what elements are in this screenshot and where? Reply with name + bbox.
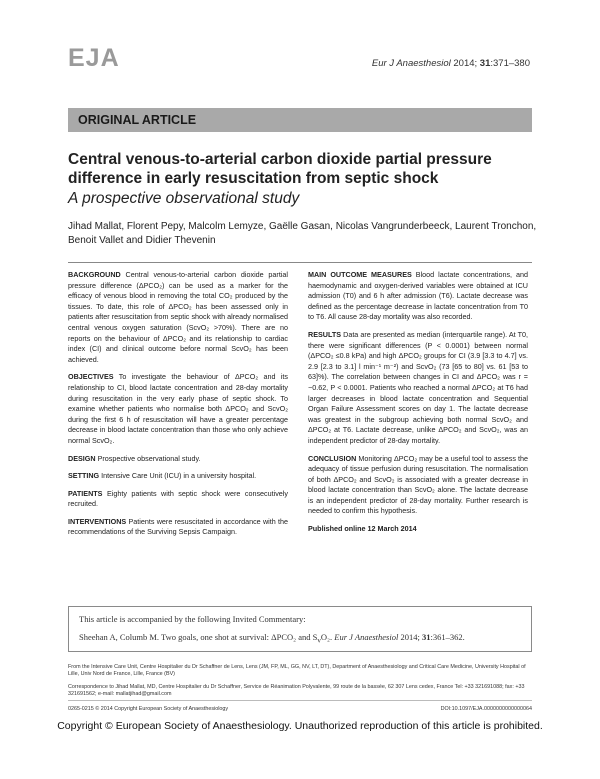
published-date: Published online 12 March 2014 [308, 524, 417, 534]
commentary-ref-text-2: O₂. [320, 632, 335, 642]
section-heading: INTERVENTIONS [68, 516, 127, 526]
abstract-section-patients [68, 489, 288, 510]
abstract-section-design [68, 454, 288, 465]
section-text: Blood lactate concentrations, and haemodynamic and oxygen-derived variables were obtained at ICU admission (T0) and 6 h after admission (T6). Lactate decrease was defined as the percentage decrease in lactate concentration from T0 to T6. All cause 28-day mortality was also recorded. [308, 270, 528, 322]
section-heading: BACKGROUND [68, 270, 121, 279]
citation-journal: Eur J Anaesthesiol [371, 58, 451, 69]
citation-pages: :371–380 [490, 58, 530, 69]
copyright-notice: Copyright © European Society of Anaesthesiology. Unauthorized reproduction of this article is prohibited. [57, 720, 543, 732]
invited-commentary-box [68, 606, 532, 652]
section-text: Data are presented as median (interquartile range). At T0, there were significant differences (P < 0.0001) between normal (ΔPCO₂ ≤0.8 kPa) and high ΔPCO₂ groups for CI (3.9 [3.3 to 4.7] vs. 2.9 [2.3 to 3.1] l min⁻¹ m⁻²) and ScvO₂ (73 [65 to 80] vs. 61 [53 to 63]%). The correlation between changes in CI and ΔPCO₂ was r = −0.62, P < 0.0001. Patients who reached a normal ΔPCO₂ at T6 had larger decreases in blood lactate concentration and Sequential Organ Failure Assessment scores on day 1. The lactate decrease was greatest in the subgroup achieving both normal ScvO₂ and ΔPCO₂ at T6. Lactate decrease, unlike ΔPCO₂ and ScvO₂, was an independent predictor of 28-day mortality. [308, 329, 528, 445]
abstract-left-column [68, 270, 288, 545]
correspondence: Correspondence to Jihad Mallat, MD, Centre Hospitalier du Dr Schaffner, Service de Réanimation Polyvalente, 99 route de la bassée, 62 307 Lens cedex, France Tel: +33 321691088; fax: +33 321691562; e-mail: mallatjihad@gmail.com [68, 684, 525, 698]
abstract-section-interventions [68, 517, 288, 538]
commentary-ref-text: Sheehan A, Columb M. Two goals, one shot at survival: ΔPCO₂ and S [79, 632, 318, 642]
citation-year: 2014; [450, 58, 480, 69]
section-heading: MAIN OUTCOME MEASURES [308, 270, 412, 279]
journal-logo: EJA [68, 44, 120, 72]
section-text: Prospective observational study. [97, 453, 201, 463]
abstract-right-column [308, 270, 528, 542]
commentary-journal: Eur J Anaesthesiol [334, 632, 399, 642]
abstract-section-setting [68, 471, 288, 482]
section-heading: CONCLUSION [308, 453, 357, 463]
abstract-section-results [308, 330, 528, 447]
section-text: Patients were resuscitated in accordance with the recommendations of the Surviving Sepsis Campaign. [68, 516, 289, 537]
header-divider [68, 262, 532, 263]
affiliations: From the Intensive Care Unit, Centre Hospitalier du Dr Schaffner de Lens, Lens (JM, FP, ML, GG, NV, LT, DT), Department of Anaesthesiology and Critical Care Medicine, University Hospital of Lille, Univ Nord de France, Lille, France (BV) [68, 664, 526, 678]
commentary-intro: This article is accompanied by the following Invited Commentary: [79, 614, 306, 624]
abstract-section-objectives [68, 372, 288, 446]
article-title: Central venous-to-arterial carbon dioxide partial pressure difference in early resuscitation from septic shock [68, 151, 492, 187]
footer-doi: DOI:10.1097/EJA.0000000000000064 [440, 706, 532, 712]
footer-copyright: 0265-0215 © 2014 Copyright European Society of Anaesthesiology [68, 706, 229, 712]
abstract-section-outcome-measures [308, 270, 528, 323]
section-heading: OBJECTIVES [68, 372, 114, 382]
section-text: To investigate the behaviour of ΔPCO₂ and its relationship to CI, blood lactate concentration and 28-day mortality during resuscitation in the very early phase of septic shock. To examine whether patients who normalise both ΔPCO₂ and ScvO₂ during the first 6 h of resuscitation will have a greater percentage decrease in blood lactate concentration than those who only achieve normal ScvO₂. [68, 372, 288, 445]
commentary-volume: 31 [421, 632, 431, 642]
section-heading: RESULTS [308, 329, 342, 339]
commentary-ref-sub: v [317, 636, 321, 645]
commentary-year: 2014; [398, 632, 422, 642]
commentary-reference [79, 632, 465, 645]
journal-citation [372, 58, 530, 69]
section-text: Monitoring ΔPCO₂ may be a useful tool to assess the adequacy of tissue perfusion during resuscitation. The normalisation of both ΔPCO₂ and ScvO₂ is associated with a greater decrease in blood lactate concentration than ScvO₂ alone. The lactate decrease is an independent predictor of 28-day mortality. Further research is needed to confirm this hypothesis. [308, 453, 529, 516]
section-heading: PATIENTS [68, 488, 103, 498]
section-heading: DESIGN [68, 453, 96, 463]
article-type-label: ORIGINAL ARTICLE [78, 113, 197, 127]
article-type-band [68, 108, 532, 132]
abstract-section-conclusion [308, 454, 528, 518]
author-list: Jihad Mallat, Florent Pepy, Malcolm Lemyze, Gaëlle Gasan, Nicolas Vangrunderbeeck, Laurent Tronchon, Benoit Vallet and Didier Thevenin [68, 221, 537, 246]
abstract-section-background [68, 270, 288, 365]
section-text: Central venous-to-arterial carbon dioxide partial pressure difference (ΔPCO₂) can be used as a marker for the efficacy of venous blood in removing the total CO₂ produced by the tissues. To date, this role of ΔPCO₂ has been assessed only in patients after resuscitation from septic shock with already normalised central venous oxygen saturation (ScvO₂ >70%). There are no reports on the behaviour of ΔPCO₂ and its relationship to cardiac index (CI) and clinical outcome before normal ScvO₂ has been achieved. [68, 270, 289, 364]
section-text: Eighty patients with septic shock were consecutively recruited. [68, 488, 288, 509]
section-heading: SETTING [68, 471, 100, 481]
footer-divider [68, 700, 532, 701]
commentary-pages: :361–362. [430, 632, 465, 642]
article-subtitle: A prospective observational study [68, 190, 300, 207]
citation-volume: 31 [479, 58, 491, 69]
section-text: Intensive Care Unit (ICU) in a university hospital. [101, 471, 257, 481]
